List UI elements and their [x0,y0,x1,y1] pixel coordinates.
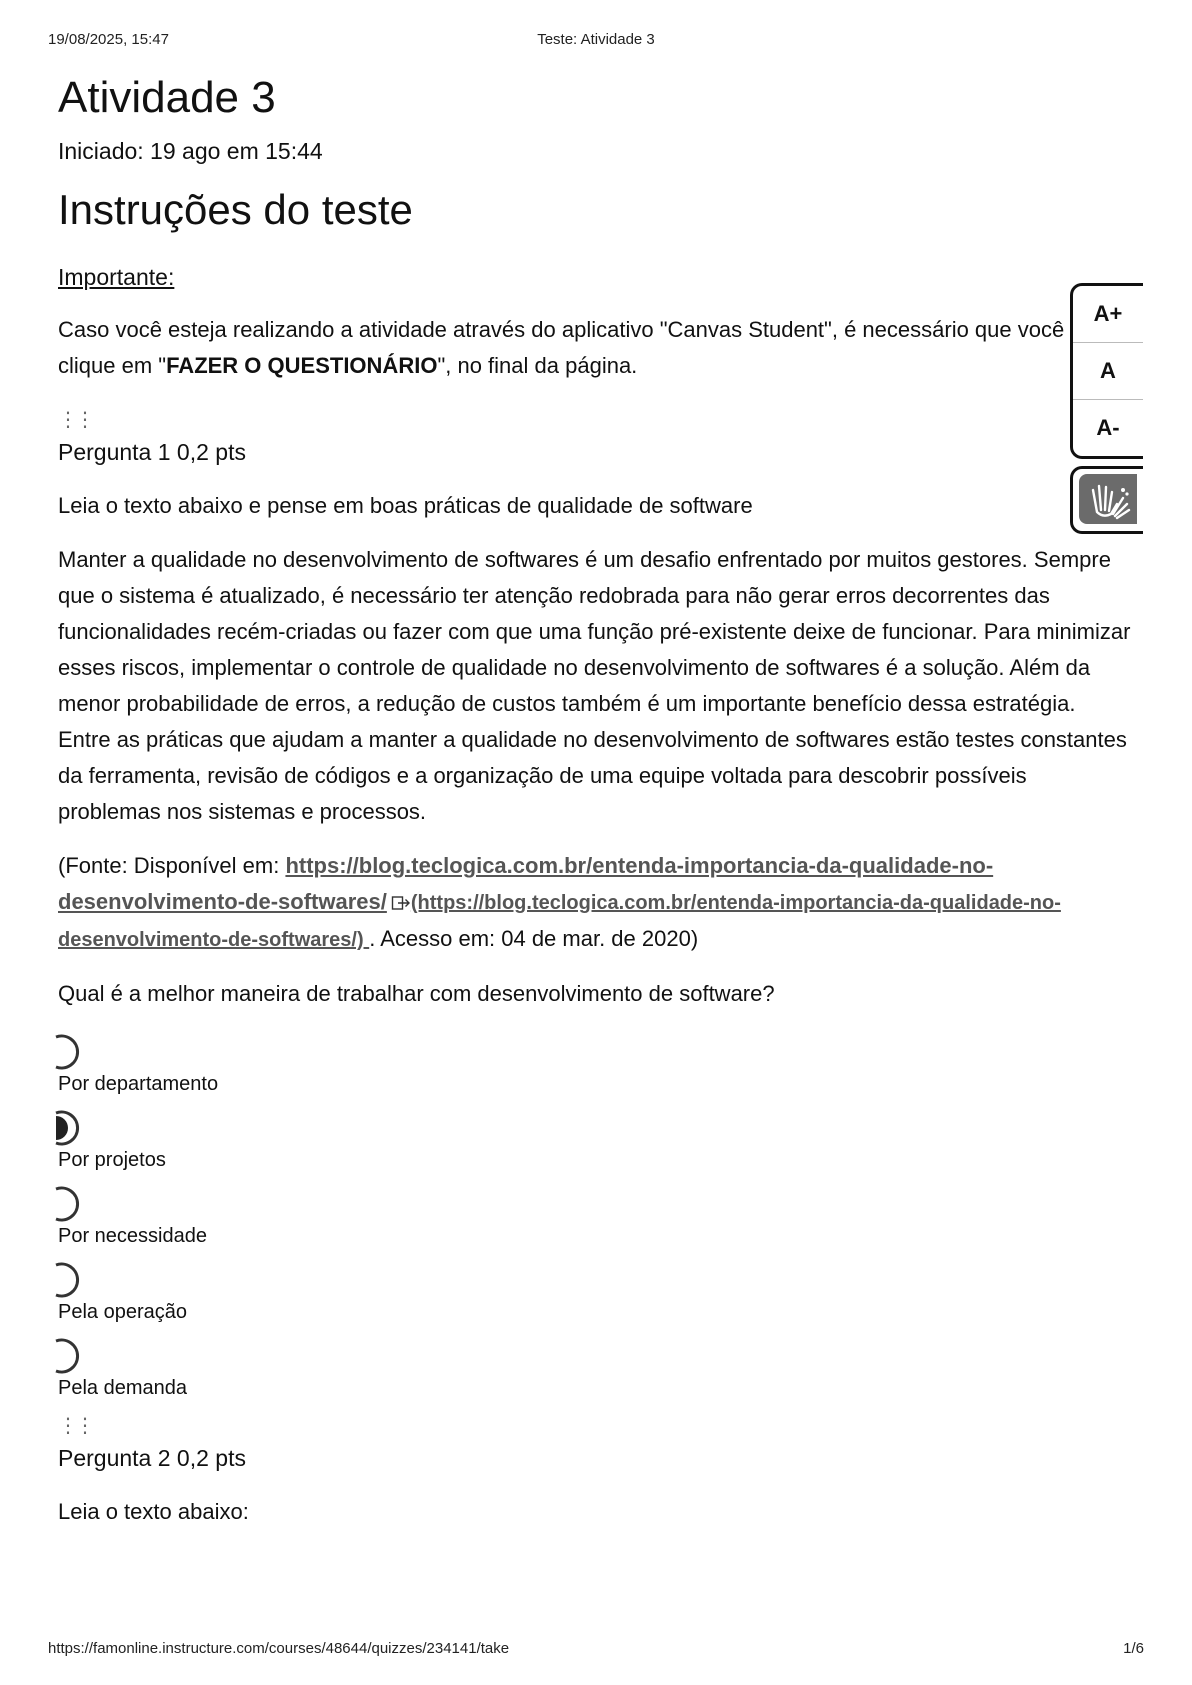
instructions-title: Instruções do teste [58,186,413,233]
source-suffix: . Acesso em: 04 de mar. de 2020) [369,926,699,951]
drag-handle-icon[interactable]: ⋮⋮ [58,1415,92,1437]
answer-option[interactable] [58,1108,1133,1184]
instructions-text-after: ", no final da página. [437,353,638,378]
drag-handle-icon[interactable]: ⋮⋮ [58,409,92,431]
print-url: https://famonline.instructure.com/courses/48644/quizzes/234141/take [48,1640,510,1657]
instructions-text-before: Caso você esteja realizando a atividade através do aplicativo "Canvas Student", é necessário que você clique em " [58,317,1065,378]
radio-unselected-icon[interactable] [54,1260,90,1300]
radio-selected-icon[interactable] [54,1108,90,1148]
question-1-lead: Leia o texto abaixo e pense em boas práticas de qualidade de software [58,493,753,518]
instructions-text-bold: FAZER O QUESTIONÁRIO [166,353,438,378]
important-label: Importante: [58,264,175,290]
print-datetime: 19/08/2025, 15:47 [48,31,169,48]
question-1-prompt: Qual é a melhor maneira de trabalhar com desenvolvimento de software? [58,981,775,1006]
source-link-external[interactable]: (https://blog.teclogica.com.br/entenda-importancia-da-qualidade-no-desenvolvimento-de-softwares/) [58,892,1061,951]
question-2-header: Pergunta 2 0,2 pts [58,1445,246,1471]
sign-language-icon [1079,474,1137,524]
font-normal-button[interactable]: A [1073,343,1143,400]
radio-unselected-icon[interactable] [54,1336,90,1376]
answer-option[interactable] [58,1260,1133,1336]
question-1-body: Manter a qualidade no desenvolvimento de softwares é um desafio enfrentado por muitos gestores. Sempre que o sistema é atualizado, é necessário ter atenção redobrada para não gerar erros decorrentes das funcionalidades recém-criadas ou fazer com que uma função pré-existente deixe de funcionar. Para minimizar esses riscos, implementar o controle de qualidade no desenvolvimento de softwares é a solução. Além da menor probabilidade de erros, a redução de custos também é um importante benefício dessa estratégia. Entre as práticas que ajudam a manter a qualidade no desenvolvimento de softwares estão testes constantes da ferramenta, revisão de códigos e a organização de uma equipe voltada para descobrir possíveis problemas nos sistemas e processos. [58,547,1131,824]
started-timestamp: Iniciado: 19 ago em 15:44 [58,138,323,164]
source-prefix: (Fonte: Disponível em: [58,853,286,878]
radio-unselected-icon[interactable] [54,1032,90,1072]
answer-option[interactable] [58,1184,1133,1260]
sign-language-button[interactable] [1070,466,1143,534]
quiz-title: Atividade 3 [58,73,276,122]
question-1-source [58,848,1133,958]
answer-label: Pela operação [58,1301,187,1323]
external-link-icon [391,895,411,911]
question-2-lead: Leia o texto abaixo: [58,1499,249,1524]
quiz-content [58,70,1133,1530]
radio-unselected-icon[interactable] [54,1184,90,1224]
answer-label: Por projetos [58,1149,166,1171]
answer-option[interactable] [58,1032,1133,1108]
print-page-title: Teste: Atividade 3 [537,31,655,48]
answer-label: Pela demanda [58,1377,187,1399]
print-page-number: 1/6 [1123,1640,1144,1657]
answer-label: Por departamento [58,1073,219,1095]
font-increase-button[interactable]: A+ [1073,286,1143,343]
instructions-text [58,312,1073,384]
font-decrease-button[interactable]: A- [1096,415,1120,440]
answer-list [58,1032,1133,1412]
font-size-toolbar [1070,283,1143,459]
answer-label: Por necessidade [58,1225,207,1247]
libras-panel [1079,474,1137,524]
answer-option[interactable] [58,1336,1133,1412]
source-link[interactable]: https://blog.teclogica.com.br/entenda-importancia-da-qualidade-no-desenvolvimento-de-softwares/ [58,853,994,914]
question-1-header: Pergunta 1 0,2 pts [58,439,246,465]
